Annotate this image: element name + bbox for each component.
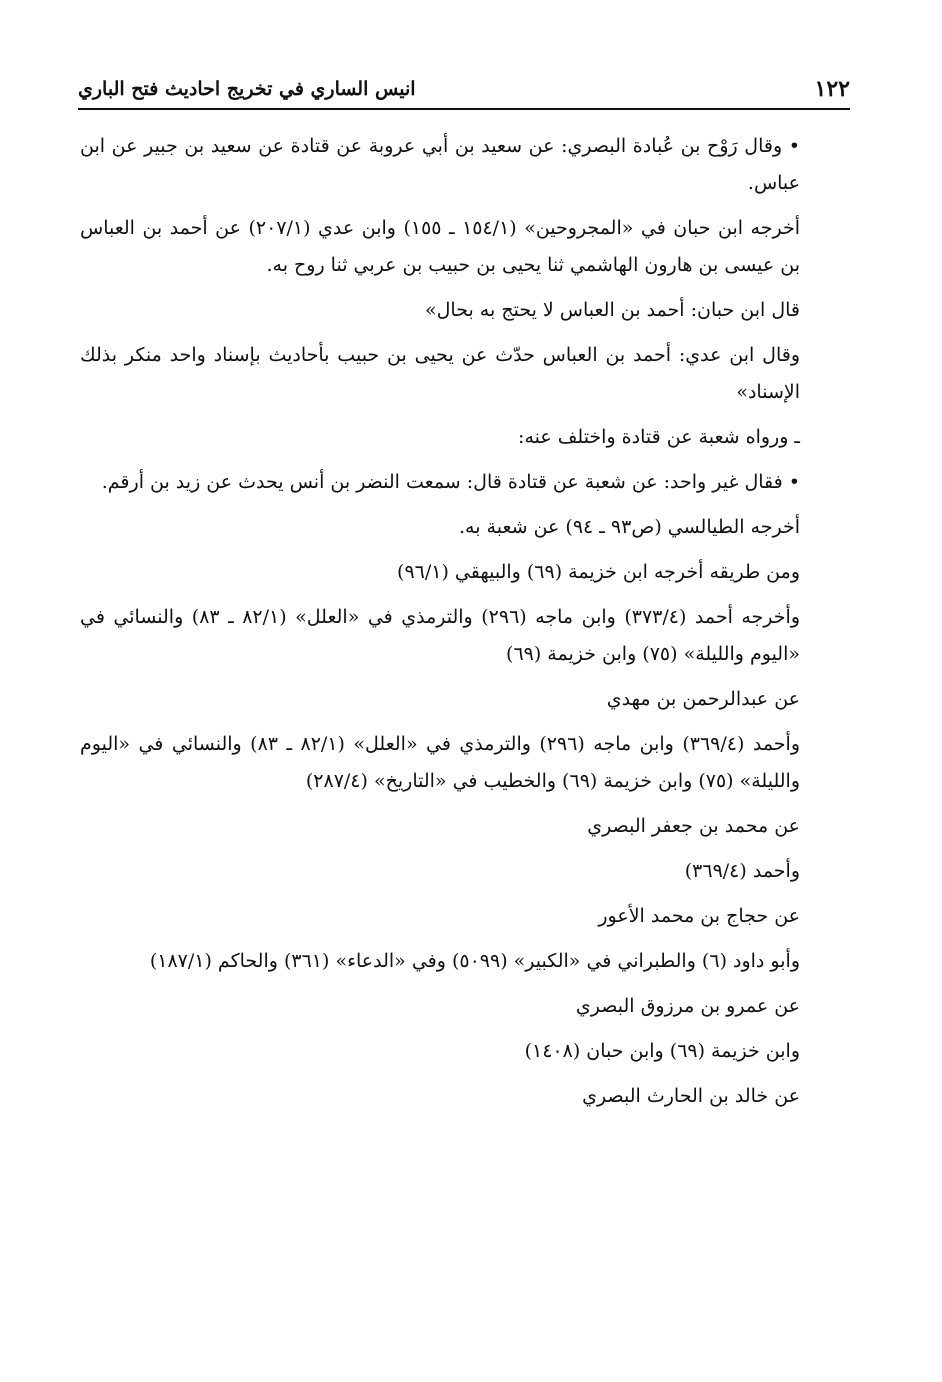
paragraph: عن محمد بن جعفر البصري bbox=[587, 815, 800, 837]
paragraph: وأخرجه أحمد (٣٧٣/٤) وابن ماجه (٢٩٦) والترمذي في «العلل» (٨٢/١ ـ ٨٣) والنسائي في «اليوم والليلة» (٧٥) وابن خزيمة (٦٩) bbox=[80, 606, 800, 665]
paragraph: عن حجاج بن محمد الأعور bbox=[598, 905, 800, 927]
page-number: ١٢٢ bbox=[814, 76, 850, 102]
paragraph: ومن طريقه أخرجه ابن خزيمة (٦٩) والبيهقي (٩٦/١) bbox=[397, 561, 800, 583]
paragraph: • وقال رَوْح بن عُبادة البصري: عن سعيد بن أبي عروبة عن قتادة عن سعيد بن جبير عن ابن عباس. bbox=[80, 135, 800, 194]
paragraph: أخرجه ابن حبان في «المجروحين» (١٥٤/١ ـ ١٥٥) وابن عدي (٢٠٧/١) عن أحمد بن العباس بن عيسى بن هارون الهاشمي ثنا يحيى بن حبيب بن عربي ثنا روح به. bbox=[80, 217, 800, 276]
paragraph: • فقال غير واحد: عن شعبة عن قتادة قال: سمعت النضر بن أنس يحدث عن زيد بن أرقم. bbox=[101, 471, 800, 493]
paragraph: عن عبدالرحمن بن مهدي bbox=[606, 688, 800, 710]
paragraph: وقال ابن عدي: أحمد بن العباس حدّث عن يحيى بن حبيب بأحاديث بإسناد واحد منكر بذلك الإسناد» bbox=[80, 344, 800, 403]
paragraph: قال ابن حبان: أحمد بن العباس لا يحتج به بحال» bbox=[425, 299, 800, 321]
page-header bbox=[78, 72, 850, 110]
paragraph: أخرجه الطيالسي (ص٩٣ ـ ٩٤) عن شعبة به. bbox=[458, 516, 800, 538]
paragraph: وابن خزيمة (٦٩) وابن حبان (١٤٠٨) bbox=[524, 1040, 800, 1062]
paragraph: عن خالد بن الحارث البصري bbox=[582, 1085, 800, 1107]
paragraph: ـ ورواه شعبة عن قتادة واختلف عنه: bbox=[518, 426, 800, 448]
paragraph: وأحمد (٣٦٩/٤) bbox=[684, 860, 800, 882]
running-title: انيس الساري في تخريج احاديث فتح الباري bbox=[78, 78, 416, 100]
paragraph: وأحمد (٣٦٩/٤) وابن ماجه (٢٩٦) والترمذي في «العلل» (٨٢/١ ـ ٨٣) والنسائي في «اليوم والليلة» (٧٥) وابن خزيمة (٦٩) والخطيب في «التاريخ» (٢٨٧/٤) bbox=[80, 733, 801, 792]
paragraph: وأبو داود (٦) والطبراني في «الكبير» (٥٠٩٩) وفي «الدعاء» (٣٦١) والحاكم (١٨٧/١) bbox=[149, 950, 800, 972]
page-body bbox=[80, 128, 850, 1123]
paragraph: عن عمرو بن مرزوق البصري bbox=[575, 995, 800, 1017]
